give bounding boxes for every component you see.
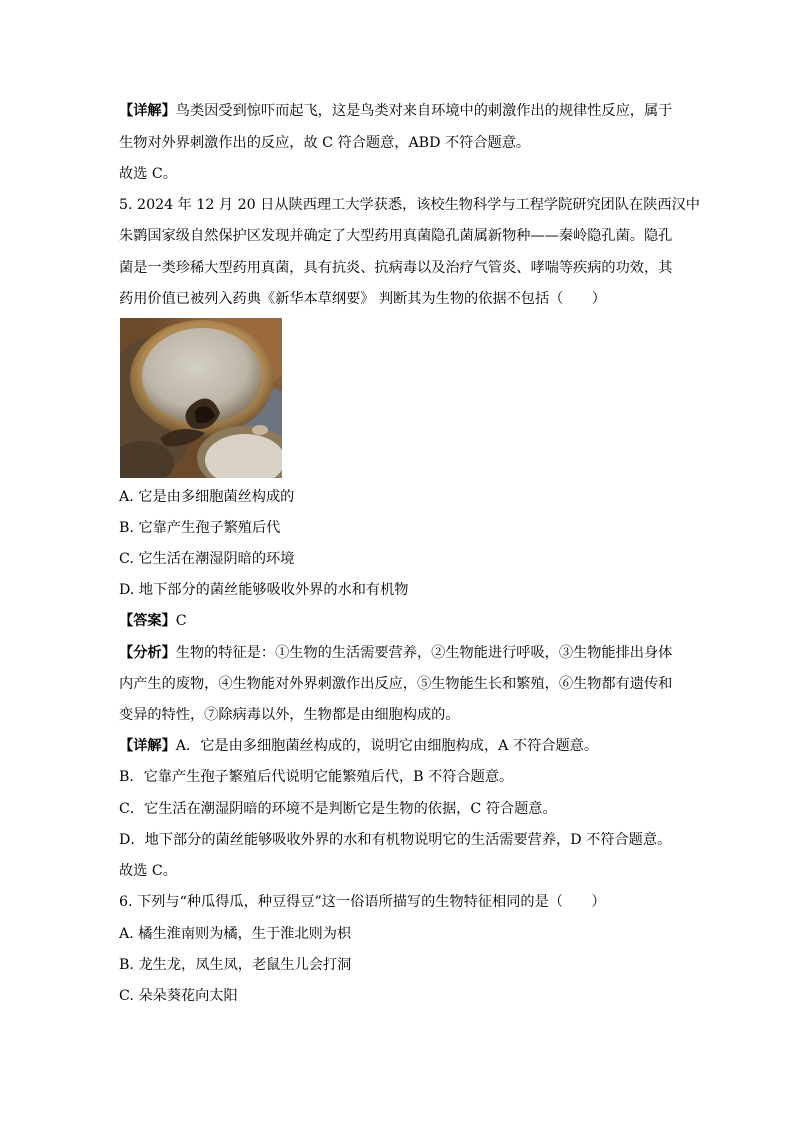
q5-option-a: A. 它是由多细胞菌丝构成的 <box>119 489 295 505</box>
analysis-text: 生物的特征是：①生物的生活需要营养，②生物能进行呼吸，③生物能排出身体 <box>175 645 673 661</box>
q5-detail-line-a <box>119 736 679 758</box>
q6-option-b: B. 龙生龙，凤生凤，老鼠生儿会打洞 <box>119 957 352 973</box>
q5-detail-line-c: C．它生活在潮湿阴暗的环境不是判断它是生物的依据，C 符合题意。 <box>119 801 557 817</box>
q4-conclusion: 故选 C。 <box>119 166 177 182</box>
q6-option-c: C. 朵朵葵花向太阳 <box>119 988 238 1004</box>
q5-stem-line-2: 朱鹮国家级自然保护区发现并确定了大型药用真菌隐孔菌属新物种——秦岭隐孔菌。隐孔 <box>119 228 673 244</box>
q5-stem-line-1: 5. 2024 年 12 月 20 日从陕西理工大学获悉，该校生物科学与工程学院研究团队在陕西汉中 <box>119 197 700 213</box>
q5-stem-line-3: 菌是一类珍稀大型药用真菌，具有抗炎、抗病毒以及治疗气管炎、哮喘等疾病的功效，其 <box>119 260 673 276</box>
q4-detail-line-1 <box>119 101 679 123</box>
q6-stem: 6. 下列与“种瓜得瓜，种豆得豆”这一俗语所描写的生物特征相同的是（ ） <box>119 894 606 910</box>
q5-stem-line-4: 药用价值已被列入药典《新华本草纲要》 判断其为生物的依据不包括（ ） <box>119 291 606 307</box>
q5-answer-line <box>119 611 679 633</box>
answer-tag: 【答案】 <box>119 613 176 629</box>
q5-detail-line-b: B．它靠产生孢子繁殖后代说明它能繁殖后代，B 不符合题意。 <box>119 769 514 785</box>
answer-value: C <box>175 613 187 629</box>
fungus-photo <box>120 318 282 478</box>
q5-option-d: D. 地下部分的菌丝能够吸收外界的水和有机物 <box>119 582 409 598</box>
detail-tag: 【详解】 <box>119 738 176 754</box>
q5-option-b: B. 它靠产生孢子繁殖后代 <box>119 520 281 536</box>
q6-option-a: A. 橘生淮南则为橘，生于淮北则为枳 <box>119 926 352 942</box>
q5-analysis-line-1 <box>119 643 679 665</box>
q5-conclusion: 故选 C。 <box>119 863 177 879</box>
detail-tag: 【详解】 <box>119 103 176 119</box>
q4-detail-line-2: 生物对外界刺激作出的反应，故 C 符合题意，ABD 不符合题意。 <box>119 135 531 151</box>
analysis-tag: 【分析】 <box>119 645 176 661</box>
q5-detail-line-d: D．地下部分的菌丝能够吸收外界的水和有机物说明它的生活需要营养，D 不符合题意。 <box>119 832 672 848</box>
q5-option-c: C. 它生活在潮湿阴暗的环境 <box>119 551 295 567</box>
detail-text: A．它是由多细胞菌丝构成的，说明它由细胞构成，A 不符合题意。 <box>175 738 599 754</box>
fungus-photo-illustration <box>120 318 282 478</box>
detail-text: 鸟类因受到惊吓而起飞，这是鸟类对来自环境中的刺激作出的规律性反应，属于 <box>175 103 673 119</box>
q5-analysis-line-2: 内产生的废物，④生物能对外界刺激作出反应，⑤生物能生长和繁殖，⑥生物都有遗传和 <box>119 676 673 692</box>
q5-analysis-line-3: 变异的特性，⑦除病毒以外，生物都是由细胞构成的。 <box>119 707 460 723</box>
